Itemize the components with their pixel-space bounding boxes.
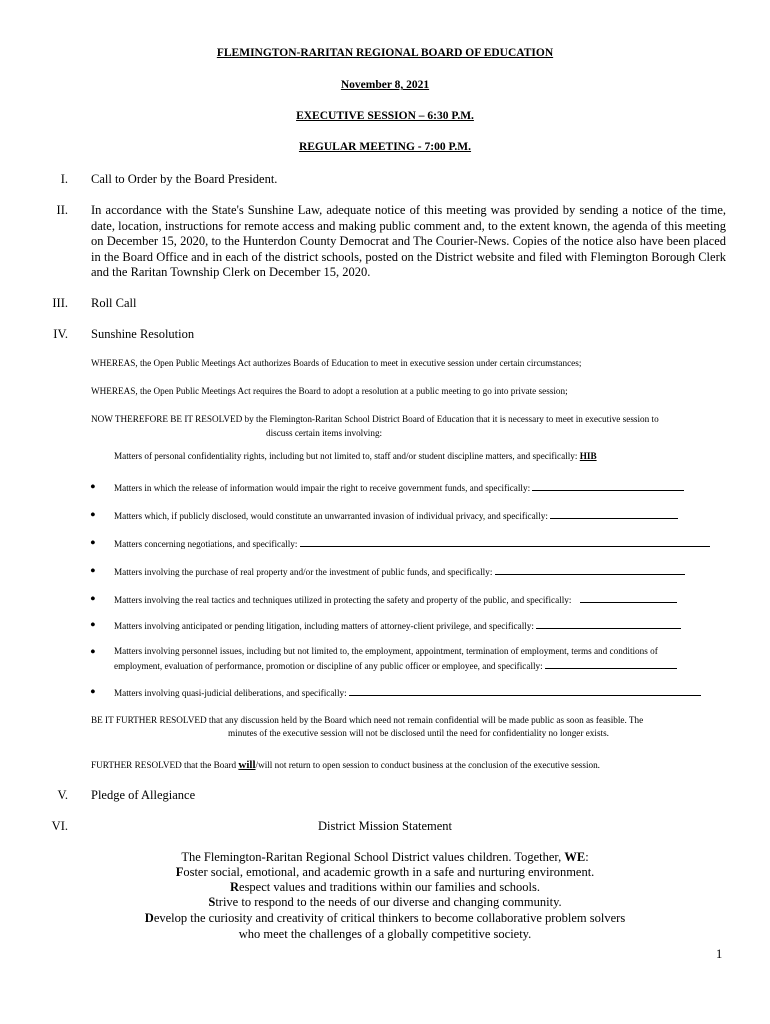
matter-item [114, 593, 677, 605]
matter-item [114, 686, 701, 698]
sunshine-notice-paragraph: In accordance with the State's Sunshine Law, adequate notice of this meeting was provided by sending a notice of the time, date, location, instructions for remote access and making public comment and, to the extent known, the agenda of this meeting on December 15, 2020, to the Hunterdon County Democrat and The Courier-News. Copies of the notice also have been placed in the Board Office and in each of the district schools, posted on the District website and filed with Flemington Borough Clerk and the Raritan Township Clerk on December 15, 2020. [91, 203, 726, 280]
mission-line [0, 911, 770, 926]
item-text: Sunshine Resolution [91, 327, 195, 341]
board-title: FLEMINGTON-RARITAN REGIONAL BOARD OF EDUCATION [216, 47, 554, 59]
item-number: VI. [51, 819, 68, 833]
matter-text: Matters involving anticipated or pending litigation, including matters of attorney-client privilege, and specifically: [114, 621, 534, 631]
meeting-date: November 8, 2021 [340, 79, 430, 91]
further-resolved-line: BE IT FURTHER RESOLVED that any discussion held by the Board which need not remain confidential will be made public as soon as feasible. The [91, 715, 644, 725]
item-number: I. [60, 172, 68, 186]
bullet-icon: ● [90, 593, 96, 603]
further-return-suffix: /will not return to open session to conduct business at the conclusion of the executive session. [255, 760, 600, 770]
matter-text: employment, evaluation of performance, promotion or discipline of any public officer or employee, and specifically: [114, 661, 543, 671]
bullet-icon: ● [90, 481, 96, 491]
blank-line [536, 619, 681, 629]
item-number: IV. [53, 327, 68, 341]
whereas-clause: WHEREAS, the Open Public Meetings Act authorizes Boards of Education to meet in executive session under certain circumstances; [91, 358, 582, 368]
bullet-icon: ● [90, 619, 96, 629]
matter-text: Matters involving the purchase of real property and/or the investment of public funds, and specifically: [114, 567, 493, 577]
mission-line [0, 895, 770, 910]
matter-text: Matters involving personnel issues, including but not limited to, the employment, appointment, termination of employment, terms and conditions of [114, 646, 658, 656]
blank-line [580, 593, 677, 603]
mission-heading: District Mission Statement [317, 819, 453, 833]
matter-text: Matters which, if publicly disclosed, would constitute an unwarranted invasion of individual privacy, and specifically: [114, 511, 548, 521]
mission-we: WE [564, 850, 586, 864]
mission-line [0, 865, 770, 880]
executive-session-time: EXECUTIVE SESSION – 6:30 P.M. [296, 110, 474, 122]
mission-text: : [585, 850, 589, 864]
whereas-clause: WHEREAS, the Open Public Meetings Act requires the Board to adopt a resolution at a public meeting to go into private session; [91, 386, 568, 396]
item-number: II. [56, 203, 68, 217]
mission-initial: D [144, 911, 154, 925]
matter-text: Matters involving the real tactics and techniques utilized in protecting the safety and property of the public, and specifically: [114, 595, 572, 605]
blank-line [349, 686, 701, 696]
mission-text: trive to respond to the needs of our diverse and changing community. [215, 895, 562, 909]
resolved-clause-line: discuss certain items involving: [266, 428, 383, 438]
further-resolved-return [91, 759, 600, 771]
matter-text: Matters in which the release of information would impair the right to receive government funds, and specifically: [114, 483, 531, 493]
further-resolved-line: minutes of the executive session will not be disclosed until the need for confidentiality no longer exists. [228, 728, 609, 738]
matter-text: Matters involving quasi-judicial deliberations, and specifically: [114, 688, 347, 698]
blank-line [300, 537, 710, 547]
resolved-clause-line: NOW THEREFORE BE IT RESOLVED by the Flemington-Raritan School District Board of Education that it is necessary to meet in executive session to [91, 414, 659, 424]
mission-text: The Flemington-Raritan Regional School District values children. Together, [181, 850, 565, 864]
matter-item [114, 659, 677, 671]
mission-text: evelop the curiosity and creativity of critical thinkers to become collaborative problem solvers [153, 911, 626, 925]
blank-line [532, 481, 684, 491]
mission-line [0, 850, 770, 865]
blank-line [495, 565, 685, 575]
mission-text: oster social, emotional, and academic growth in a safe and nurturing environment. [183, 865, 595, 879]
item-number: III. [52, 296, 68, 310]
regular-meeting-time: REGULAR MEETING - 7:00 P.M. [298, 141, 472, 153]
item-text: Roll Call [91, 296, 137, 310]
will-option: will [238, 759, 256, 771]
personal-matters-text: Matters of personal confidentiality rights, including but not limited to, staff and/or student discipline matters, and specifically: [114, 451, 578, 461]
page-number: 1 [716, 947, 723, 961]
bullet-icon: ● [90, 509, 96, 519]
mission-line: who meet the challenges of a globally competitive society. [238, 927, 532, 941]
matter-item [114, 481, 684, 493]
mission-line [0, 880, 770, 895]
matter-item [114, 619, 681, 631]
further-return-prefix: FURTHER RESOLVED that the Board [91, 760, 239, 770]
blank-line [550, 509, 678, 519]
mission-text: espect values and traditions within our families and schools. [239, 880, 540, 894]
personal-matters-value: HIB [579, 451, 597, 461]
mission-initial: F [175, 865, 184, 879]
personal-matters-line [114, 451, 597, 461]
matter-item [114, 537, 710, 549]
item-text: Pledge of Allegiance [91, 788, 196, 802]
item-number: V. [57, 788, 68, 802]
matter-item [114, 565, 685, 577]
item-text: Call to Order by the Board President. [91, 172, 278, 186]
bullet-icon: ● [90, 565, 96, 575]
bullet-icon: ● [90, 537, 96, 547]
mission-initial: S [208, 895, 216, 909]
blank-line [545, 659, 677, 669]
matter-item [114, 509, 678, 521]
bullet-icon: ● [90, 686, 96, 696]
bullet-icon: ● [90, 646, 96, 656]
mission-initial: R [229, 880, 240, 894]
matter-text: Matters concerning negotiations, and specifically: [114, 539, 298, 549]
